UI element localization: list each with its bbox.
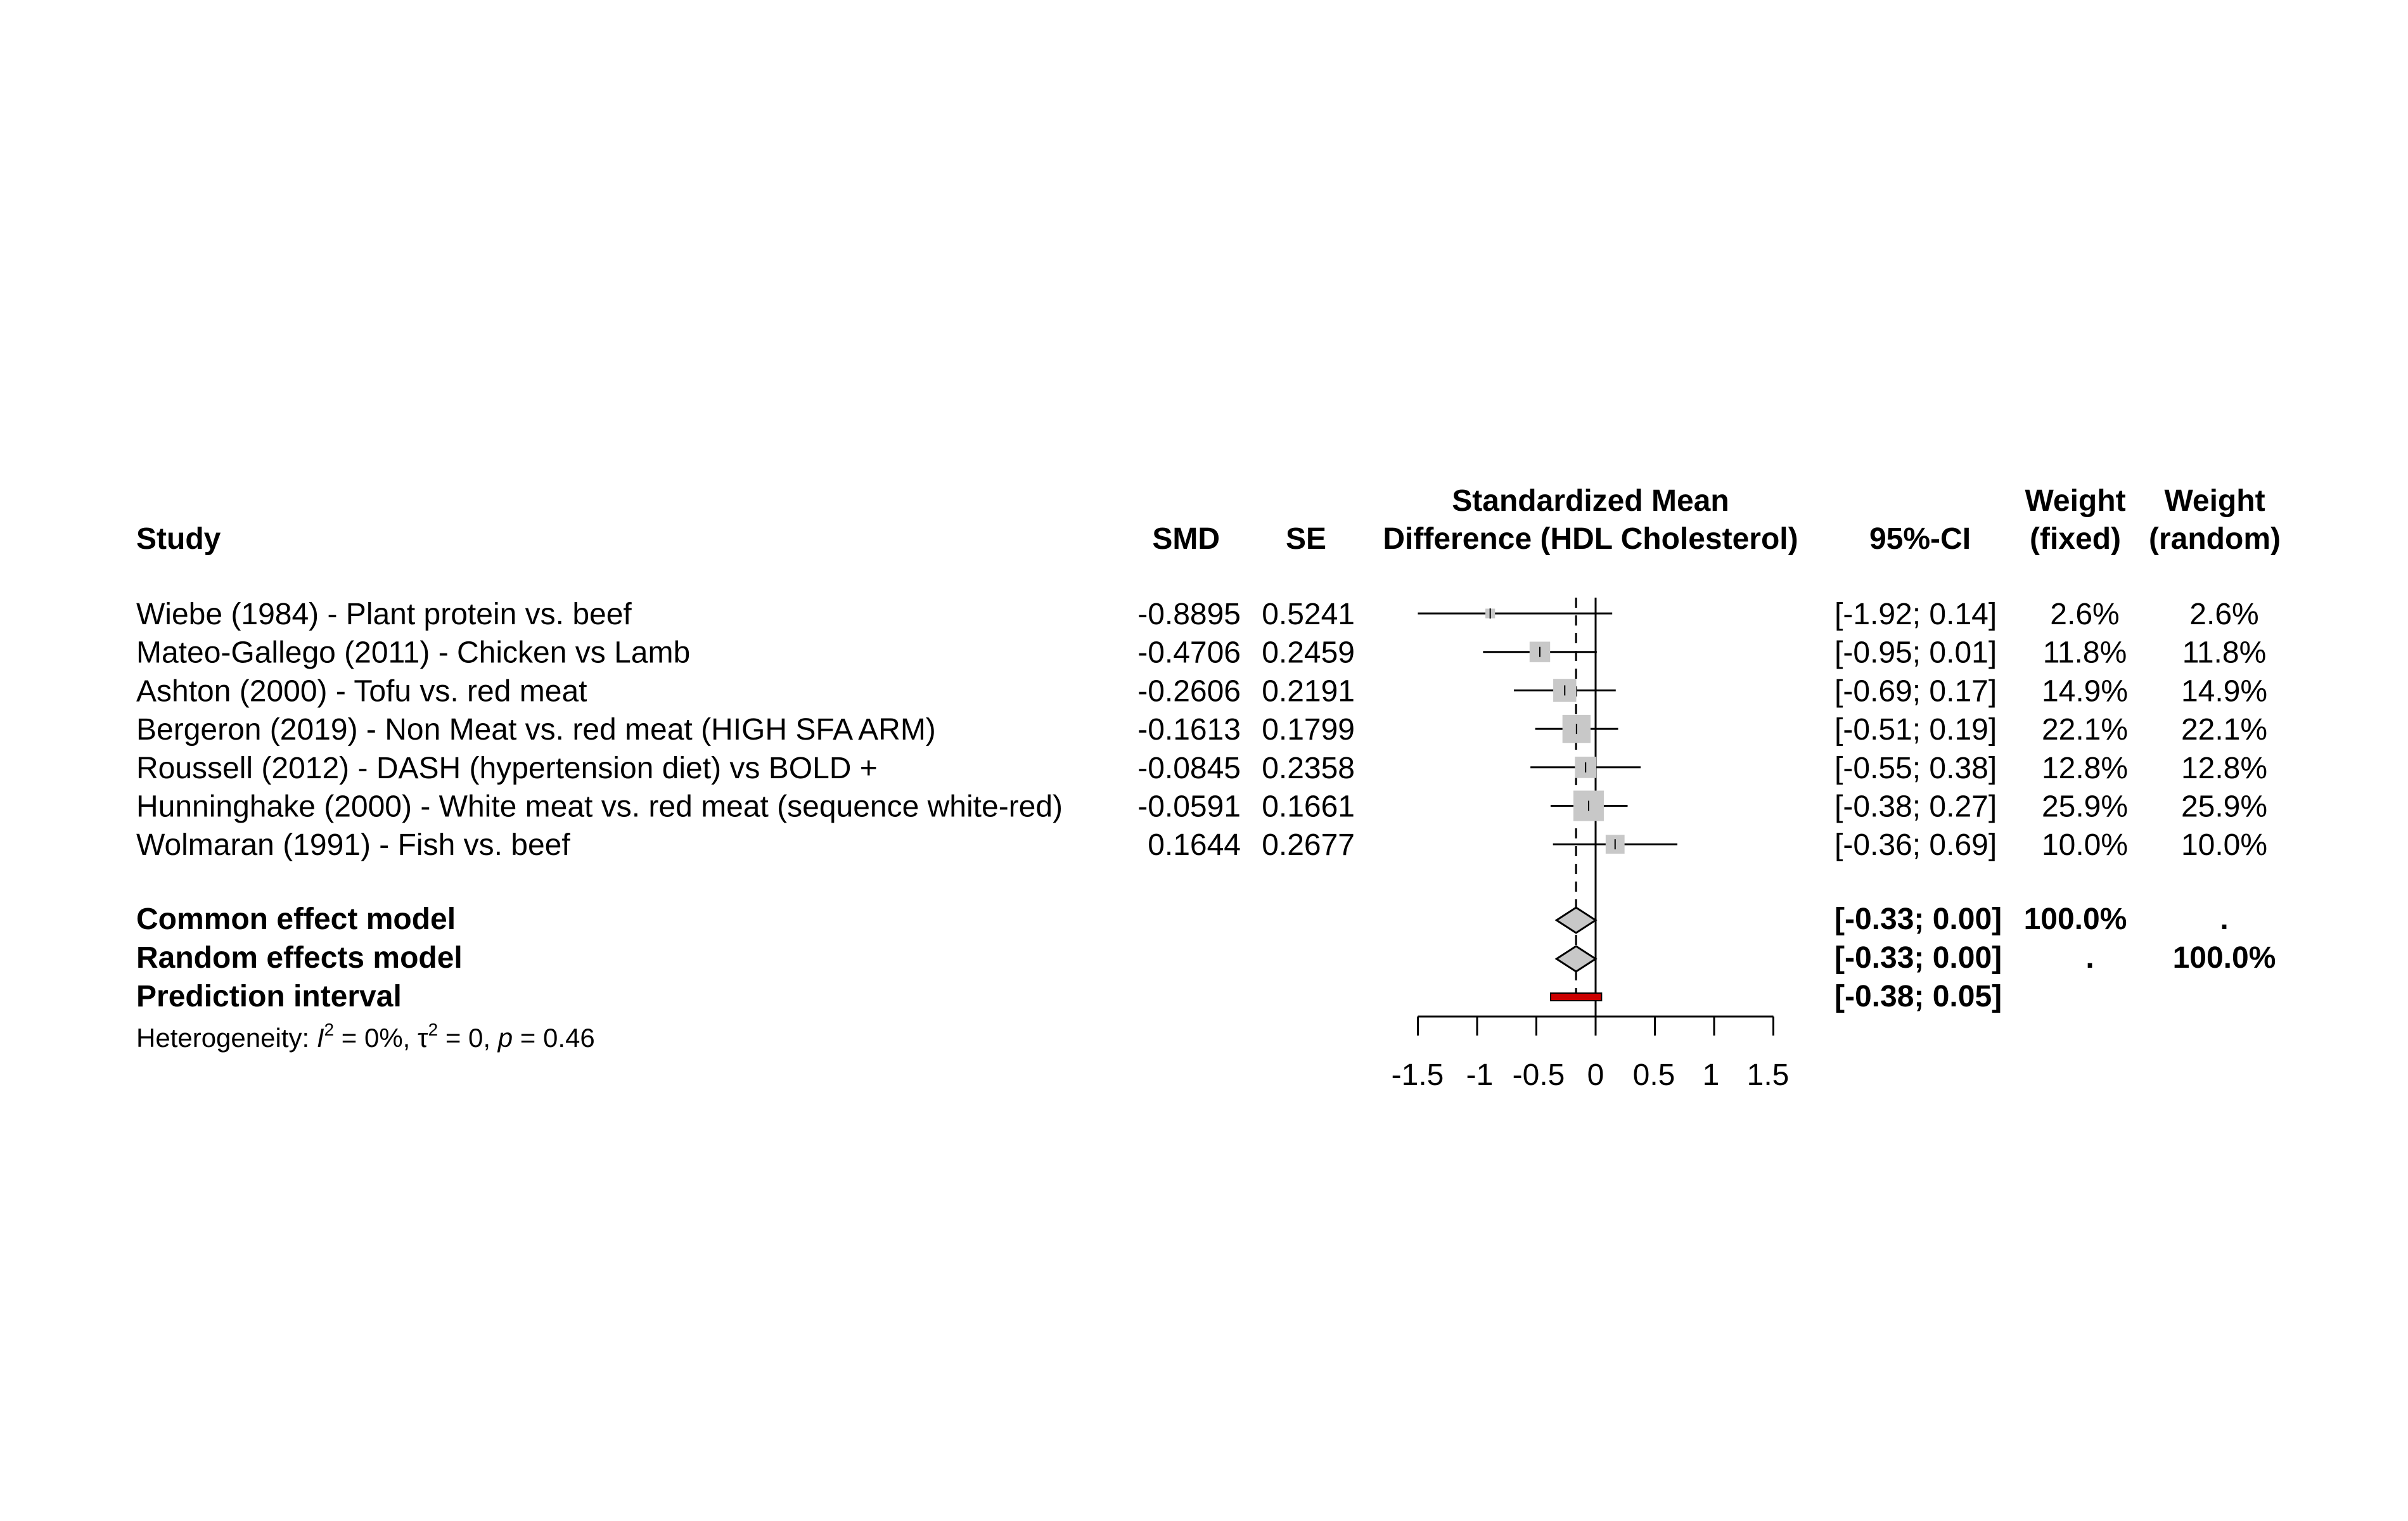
study-smd: -0.8895 bbox=[1137, 598, 1241, 631]
study-ci: [-0.38; 0.27] bbox=[1835, 790, 1997, 824]
study-weight-random: 10.0% bbox=[2181, 828, 2268, 863]
study-ci: [-0.95; 0.01] bbox=[1835, 636, 1997, 670]
study-ci: [-1.92; 0.14] bbox=[1835, 598, 1997, 631]
common-effect-weight-fixed: 100.0% bbox=[2023, 902, 2127, 936]
header-weight-fixed-line2: (fixed) bbox=[2030, 522, 2121, 556]
random-effects-diamond bbox=[1556, 946, 1596, 972]
x-tick-label: -1.5 bbox=[1391, 1058, 1444, 1092]
study-se: 0.2459 bbox=[1262, 636, 1355, 670]
study-weight-random: 25.9% bbox=[2181, 790, 2268, 824]
i2-superscript: 2 bbox=[324, 1020, 335, 1039]
study-se: 0.1799 bbox=[1262, 713, 1355, 747]
common-effect-ci: [-0.33; 0.00] bbox=[1835, 902, 2002, 936]
study-name: Wiebe (1984) - Plant protein vs. beef bbox=[136, 598, 632, 631]
tau2-superscript: 2 bbox=[428, 1020, 439, 1039]
header-study: Study bbox=[136, 522, 221, 556]
study-smd: -0.2606 bbox=[1137, 674, 1241, 709]
study-smd: -0.4706 bbox=[1137, 636, 1241, 670]
study-name: Hunninghake (2000) - White meat vs. red meat (sequence white-red) bbox=[136, 790, 1063, 824]
x-tick-label: -0.5 bbox=[1512, 1058, 1565, 1092]
x-tick-label: -1 bbox=[1466, 1058, 1494, 1092]
study-weight-fixed: 2.6% bbox=[2050, 598, 2120, 631]
study-ci: [-0.55; 0.38] bbox=[1835, 751, 1997, 785]
prediction-interval-bar bbox=[1551, 993, 1601, 1001]
study-weight-random: 2.6% bbox=[2189, 598, 2259, 631]
prediction-interval-ci: [-0.38; 0.05] bbox=[1835, 980, 2002, 1013]
study-weight-fixed: 11.8% bbox=[2042, 636, 2127, 670]
header-weight-random-line1: Weight bbox=[2164, 484, 2265, 518]
study-weight-fixed: 12.8% bbox=[2041, 751, 2129, 785]
study-name: Ashton (2000) - Tofu vs. red meat bbox=[136, 674, 587, 709]
prediction-interval-label: Prediction interval bbox=[136, 980, 402, 1013]
tau-symbol: τ bbox=[418, 1023, 428, 1053]
random-effects-weight-random: 100.0% bbox=[2172, 941, 2276, 975]
study-name: Mateo-Gallego (2011) - Chicken vs Lamb bbox=[136, 636, 691, 670]
i2-value: = 0%, bbox=[334, 1023, 418, 1053]
common-effect-label: Common effect model bbox=[136, 902, 456, 936]
study-ci: [-0.69; 0.17] bbox=[1835, 674, 1997, 709]
tau2-value: = 0, bbox=[438, 1023, 498, 1053]
p-value: = 0.46 bbox=[513, 1023, 595, 1053]
study-smd: -0.1613 bbox=[1137, 713, 1241, 747]
x-tick-label: 0 bbox=[1587, 1058, 1604, 1092]
study-ci: [-0.51; 0.19] bbox=[1835, 713, 1997, 747]
common-effect-weight-random: . bbox=[2220, 902, 2229, 936]
study-smd: -0.0591 bbox=[1137, 790, 1241, 824]
study-se: 0.1661 bbox=[1262, 790, 1355, 824]
study-weight-fixed: 22.1% bbox=[2041, 713, 2129, 747]
study-rows bbox=[136, 598, 2267, 862]
study-name: Wolmaran (1991) - Fish vs. beef bbox=[136, 828, 570, 863]
x-tick-label: 1.5 bbox=[1746, 1058, 1790, 1092]
heterogeneity-prefix: Heterogeneity: bbox=[136, 1023, 317, 1053]
study-weight-fixed: 14.9% bbox=[2041, 674, 2129, 709]
study-se: 0.2358 bbox=[1262, 751, 1355, 785]
study-se: 0.5241 bbox=[1262, 598, 1355, 631]
header-plot-title-line1: Standardized Mean bbox=[1452, 484, 1729, 518]
study-smd: -0.0845 bbox=[1137, 751, 1241, 785]
plot-area bbox=[1392, 598, 1790, 1092]
common-effect-diamond bbox=[1556, 908, 1596, 933]
header-ci: 95%-CI bbox=[1869, 522, 1971, 556]
study-se: 0.2191 bbox=[1262, 674, 1355, 709]
header-weight-random-line2: (random) bbox=[2149, 522, 2281, 556]
study-se: 0.2677 bbox=[1262, 828, 1355, 863]
random-effects-label: Random effects model bbox=[136, 941, 463, 975]
x-tick-label: 0.5 bbox=[1632, 1058, 1675, 1092]
study-weight-fixed: 25.9% bbox=[2041, 790, 2129, 824]
header-weight-fixed-line1: Weight bbox=[2025, 484, 2126, 518]
study-weight-random: 11.8% bbox=[2182, 636, 2267, 670]
p-symbol: p bbox=[497, 1023, 513, 1053]
random-effects-weight-fixed: . bbox=[2085, 941, 2094, 975]
x-tick-label: 1 bbox=[1702, 1058, 1720, 1092]
study-weight-random: 22.1% bbox=[2181, 713, 2268, 747]
heterogeneity-text bbox=[136, 1020, 595, 1053]
header-smd: SMD bbox=[1152, 522, 1220, 556]
study-weight-fixed: 10.0% bbox=[2041, 828, 2129, 863]
random-effects-ci: [-0.33; 0.00] bbox=[1835, 941, 2002, 975]
i2-symbol: I bbox=[316, 1023, 324, 1053]
study-weight-random: 14.9% bbox=[2181, 674, 2268, 709]
header-se: SE bbox=[1285, 522, 1326, 556]
study-smd: 0.1644 bbox=[1148, 828, 1241, 863]
study-name: Bergeron (2019) - Non Meat vs. red meat (HIGH SFA ARM) bbox=[136, 713, 936, 747]
header-plot-title-line2: Difference (HDL Cholesterol) bbox=[1383, 522, 1798, 556]
study-name: Roussell (2012) - DASH (hypertension diet) vs BOLD + bbox=[136, 751, 878, 785]
study-ci: [-0.36; 0.69] bbox=[1835, 828, 1997, 863]
study-weight-random: 12.8% bbox=[2181, 751, 2268, 785]
